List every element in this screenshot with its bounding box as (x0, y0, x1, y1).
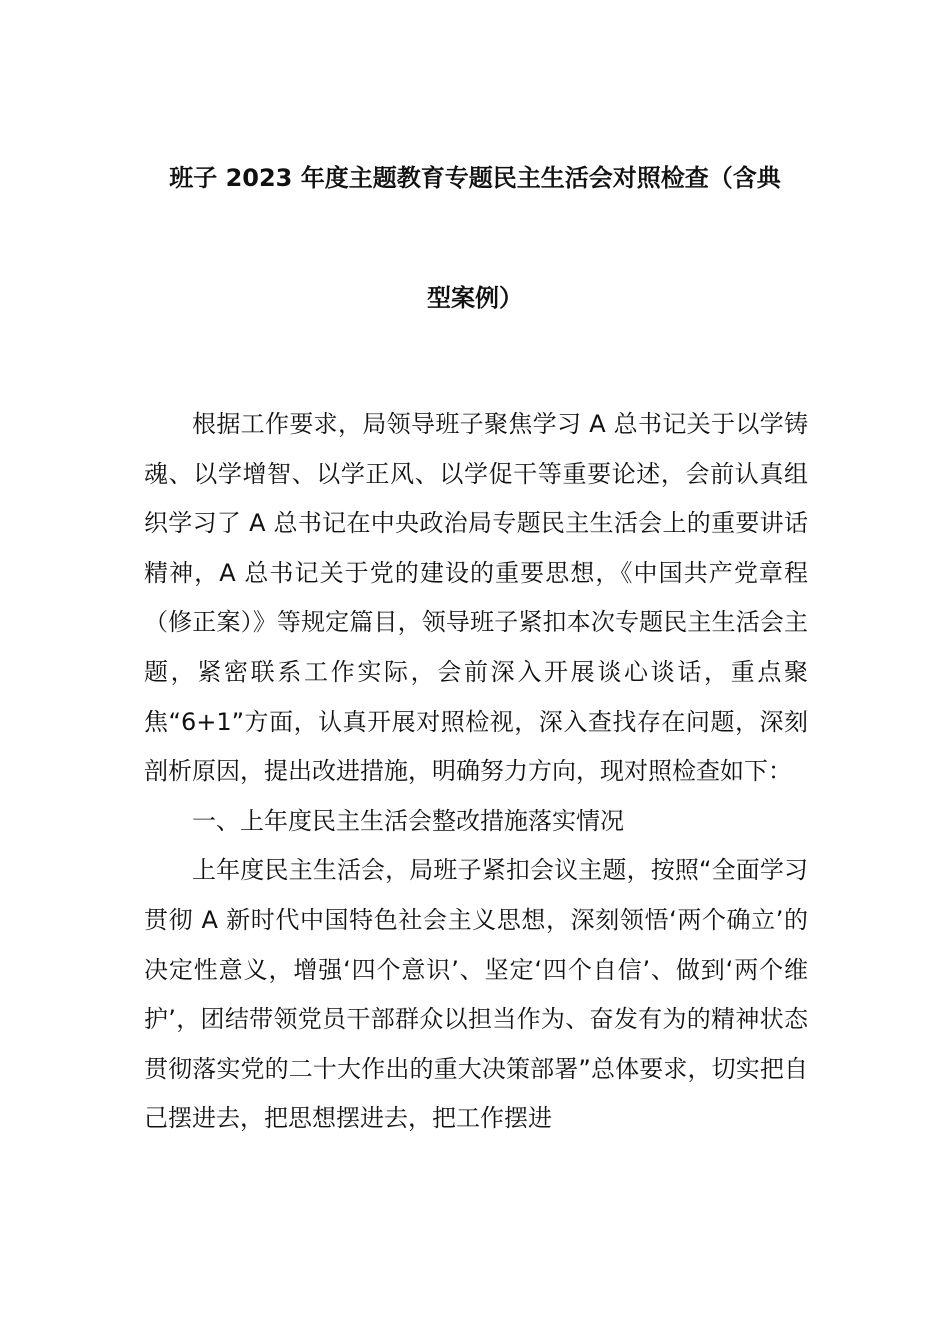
document-title-line-2: 型案例） (427, 284, 523, 312)
paragraph-section-1: 上年度民主生活会，局班子紧扣会议主题，按照“全面学习贯彻 A 新时代中国特色社会主义思想，深刻领悟‘两个确立’的决定性意义，增强‘四个意识’、坚定‘四个自信’、做到‘两个维护’，团结带领党员干部群众以担当作为、奋发有为的精神状态贯彻落实党的二十大作出的重大决策部署”总体要求，切实把自己摆进去，把思想摆进去，把工作摆进 (144, 856, 808, 1133)
document-title-line-1: 班子 2023 年度主题教育专题民主生活会对照检查（含典 (169, 164, 781, 192)
section-heading-1: 一、上年度民主生活会整改措施落实情况 (192, 806, 624, 835)
document-body (144, 400, 808, 1144)
paragraph-intro: 根据工作要求，局领导班子聚焦学习 A 总书记关于以学铸魂、以学增智、以学正风、以学促干等重要论述，会前认真组织学习了 A 总书记在中央政治局专题民主生活会上的重要讲话精神，A 总书记关于党的建设的重要思想，《中国共产党章程（修正案）》等规定篇目，领导班子紧扣本次专题民主生活会主题，紧密联系工作实际，会前深入开展谈心谈话，重点聚焦“6+1”方面，认真开展对照检视，深入查找存在问题，深刻剖析原因，提出改进措施，明确努力方向，现对照检查如下： (144, 410, 808, 786)
